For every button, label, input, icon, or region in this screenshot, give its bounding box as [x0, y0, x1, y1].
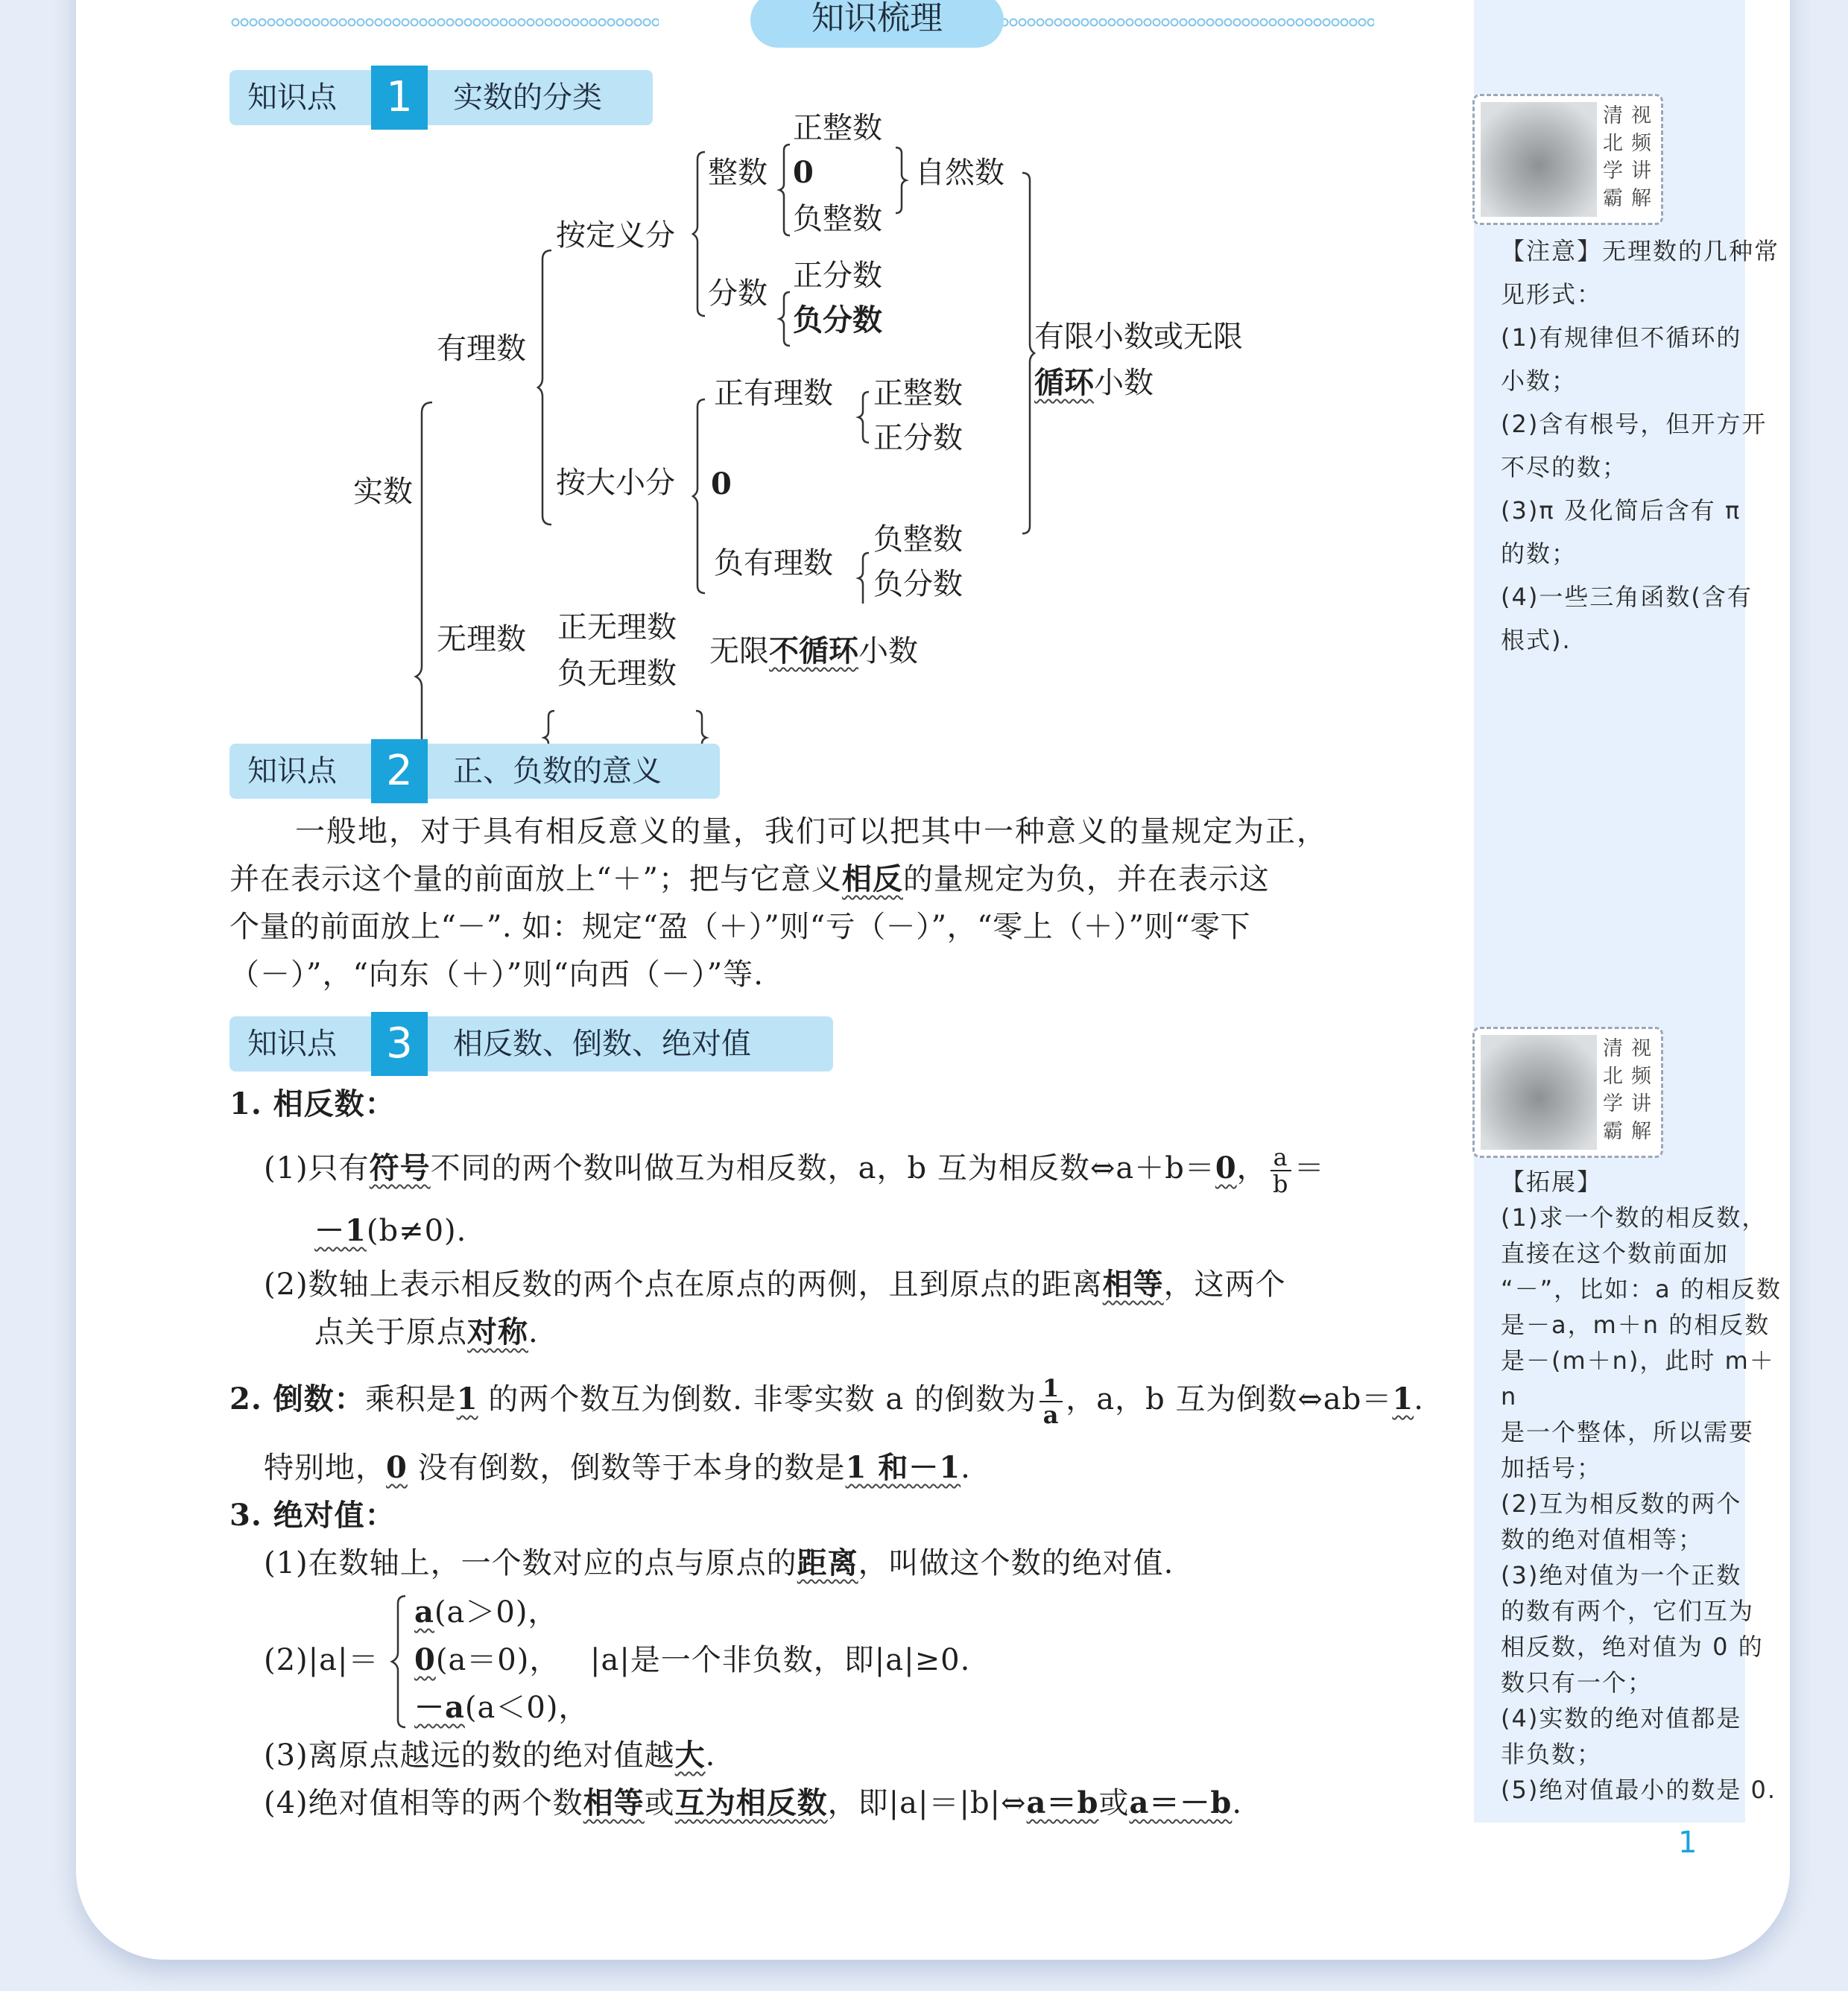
section-label: 知识点 [247, 1027, 337, 1061]
section-title: 相反数、倒数、绝对值 [453, 1027, 751, 1061]
tree-negative-rational: 负有理数 [714, 546, 833, 580]
qr-image [1481, 102, 1597, 217]
page [76, 0, 1790, 1960]
absolute-item-3: (3)离原点越远的数的绝对值越大. [264, 1738, 716, 1773]
extension-box: 【拓展】 (1)求一个数的相反数， 直接在这个数前面加 “－”，比如：a 的相反数 是－a，m＋n 的相反数 是－(m＋n)，此时 m＋n 是一个整体，所以需要 加括号； (2)互为相反数的两个 数的绝对值相等； (3)绝对值为一个正数 的数有两个，它们互为 相反数，绝对值为 0 的 数只有一个； (4)实数的绝对值都是 非负数； (5)绝对值最小的数是 0. [1501, 1168, 1782, 1804]
tree-infinite-non-repeating: 无限不循环小数 [709, 633, 918, 668]
sec2-line-2: 并在表示这个量的前面放上“＋”；把与它意义相反的量规定为负，并在表示这 [230, 861, 1270, 896]
qr-label: 清 北 学 霸 [1603, 104, 1623, 210]
tree-positive-integer-2: 正整数 [873, 376, 963, 411]
reciprocal-line-2: 特别地，0 没有倒数，倒数等于本身的数是1 和－1. [264, 1450, 971, 1485]
sec2-line-3: 个量的前面放上“－”. 如：规定“盈（＋）”则“亏（－）”，“零上（＋）”则“零下 [230, 910, 1250, 944]
tree-irrational: 无理数 [437, 622, 526, 656]
absolute-heading: 3. 绝对值： [230, 1498, 396, 1533]
absolute-item-1: (1)在数轴上，一个数对应的点与原点的距离，叫做这个数的绝对值. [264, 1545, 1174, 1580]
tree-positive-fraction: 正分数 [793, 259, 882, 293]
tree-by-definition: 按定义分 [556, 218, 675, 253]
qr-label: 清 北 学 霸 [1603, 1037, 1623, 1143]
section-title: 实数的分类 [453, 80, 602, 115]
tree-negative-irrational: 负无理数 [557, 656, 677, 691]
tree-finite-decimal: 有限小数或无限 [1034, 320, 1243, 354]
tree-repeating-decimal: 循环小数 [1034, 365, 1154, 400]
qr-label-2: 视 频 讲 解 [1631, 104, 1651, 210]
tree-fraction: 分数 [708, 276, 768, 311]
tree-positive-integer: 正整数 [793, 111, 882, 145]
page-number: 1 [1678, 1826, 1697, 1860]
page-title: 知识梳理 [750, 0, 1004, 48]
qr-image [1481, 1035, 1597, 1150]
absolute-case-1: a(a＞0)， [414, 1595, 559, 1630]
tree-negative-integer-2: 负整数 [873, 522, 963, 557]
note-box: 【注意】无理数的几种常 见形式： (1)有规律但不循环的 小数； (2)含有根号，但开方开 不尽的数； (3)π 及化简后含有 π 的数； (4)一些三角函数(含有 根式). [1501, 237, 1780, 654]
section-number: 2 [371, 739, 428, 803]
tree-real-number: 实数 [353, 475, 413, 509]
tree-natural-number: 自然数 [915, 156, 1004, 190]
tree-by-size: 按大小分 [556, 466, 675, 500]
reciprocal-line-1: 2. 倒数：乘积是1 的两个数互为倒数. 非零实数 a 的倒数为 $\frac{1}{a}$ ，a，b 互为倒数⇔ab＝1. [230, 1374, 1424, 1429]
tree-integer: 整数 [708, 156, 768, 190]
opposite-item-2-cont: 点关于原点对称. [314, 1314, 539, 1349]
video-qr-code-1[interactable] [1472, 94, 1663, 225]
opposite-heading: 1. 相反数： [230, 1086, 396, 1121]
sec2-line-1: 一般地，对于具有相反意义的量，我们可以把其中一种意义的量规定为正， [295, 814, 1328, 849]
absolute-nonnegative-note: |a|是一个非负数，即|a|≥0. [590, 1643, 971, 1677]
opposite-item-1-cont: －1(b≠0). [314, 1213, 467, 1248]
tree-positive-fraction-2: 正分数 [873, 421, 963, 455]
section-heading-3 [230, 1016, 833, 1072]
tree-negative-integer: 负整数 [793, 202, 882, 236]
video-qr-code-2[interactable] [1472, 1027, 1663, 1158]
tree-negative-fraction-2: 负分数 [873, 567, 963, 601]
section-number: 1 [371, 66, 428, 130]
sec2-line-4: （－）”，“向东（＋）”则“向西（－）”等. [230, 957, 764, 992]
absolute-brace [387, 1593, 410, 1735]
tree-positive-rational: 正有理数 [714, 376, 833, 411]
opposite-item-2: (2)数轴上表示相反数的两个点在原点的两侧，且到原点的距离相等，这两个 [264, 1267, 1286, 1302]
section-number: 3 [371, 1012, 428, 1076]
section-title: 正、负数的意义 [453, 754, 662, 788]
opposite-item-1: (1)只有符号不同的两个数叫做互为相反数，a，b 互为相反数⇔a＋b＝0， $\frac{a}{b}$ ＝ [264, 1143, 1325, 1198]
tree-positive-irrational: 正无理数 [557, 610, 677, 645]
qr-label-2: 视 频 讲 解 [1631, 1037, 1651, 1143]
absolute-item-4: (4)绝对值相等的两个数相等或互为相反数，即|a|＝|b|⇔a＝b或a＝－b. [264, 1785, 1243, 1820]
section-label: 知识点 [247, 754, 337, 788]
absolute-case-3: －a(a＜0)， [414, 1690, 589, 1725]
tree-zero-size: 0 [711, 466, 732, 501]
tree-rational: 有理数 [437, 332, 526, 366]
absolute-item-2-prefix: (2)|a|＝ [264, 1643, 379, 1677]
section-heading-2 [230, 744, 720, 799]
absolute-case-2: 0(a＝0)， [414, 1642, 560, 1677]
section-label: 知识点 [247, 80, 337, 115]
tree-zero: 0 [793, 155, 814, 190]
tree-negative-fraction: 负分数 [793, 303, 882, 338]
